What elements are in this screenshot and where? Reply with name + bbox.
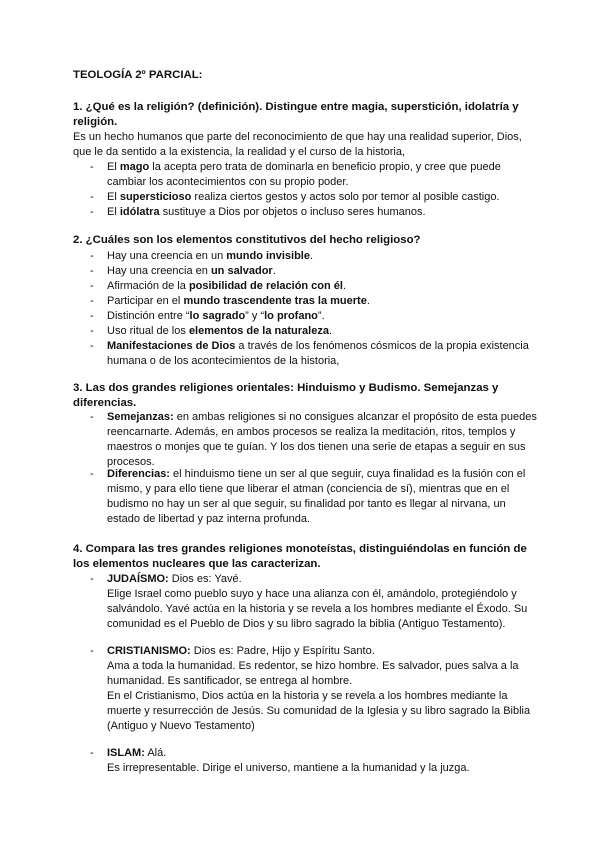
list-item: - Hay una creencia en un mundo invisible.	[90, 250, 314, 262]
list-item: - Distinción entre “lo sagrado” y “lo profano”.	[90, 310, 325, 322]
list-item: - El supersticioso realiza ciertos gestos y actos solo por temor al posible castigo.	[90, 191, 500, 203]
judaismo-description: Elige Israel como pueblo suyo y hace una alianza con él, amándolo, protegiéndolo y salvándolo. Yavé actúa en la historia y se revela a los hombres mediante el Éxodo. Su comunidad es el Pueblo de Dios y su libro sagrado la biblia (Antiguo Testamento).	[107, 588, 528, 630]
list-item: - El idólatra sustituye a Dios por objetos o incluso seres humanos.	[90, 206, 426, 218]
cristianismo-description-2: En el Cristianismo, Dios actúa en la historia y se revela a los hombres mediante la muerte y resurrección de Jesús. Su comunidad de la Iglesia y su libro sagrado la Biblia (Antiguo y Nuevo Testamento)	[107, 690, 531, 732]
list-item: - Afirmación de la posibilidad de relación con él.	[90, 280, 347, 292]
q2-heading: 2. ¿Cuáles son los elementos constitutivos del hecho religioso?	[73, 234, 421, 246]
list-item: - El mago la acepta pero trata de dominarla en beneficio propio, y cree que puede cambiar los acontecimientos con su propio poder.	[90, 161, 501, 188]
list-item: - Diferencias: el hinduismo tiene un ser al que seguir, cuya finalidad es la fusión con el mismo, y para ello tiene que liberar el atman (conciencia de sí), mientras que en el budismo no hay un ser al que seguir, su finalidad por tanto es llegar al nirvana, un estado de libertad y paz interna profunda.	[90, 468, 526, 525]
document-title: TEOLOGÍA 2º PARCIAL:	[73, 69, 203, 81]
list-item: - Semejanzas: en ambas religiones si no consigues alcanzar el propósito de esta puedes reencarnarte. Además, en ambos procesos se realiza la meditación, ritos, templos y maestros o monjes que te guían. Y los dos tienen una serie de etapas a seguir en sus procesos.	[90, 411, 537, 468]
list-item: - JUDAÍSMO: Dios es: Yavé.	[90, 573, 242, 585]
list-item: - ISLAM: Alá.	[90, 747, 167, 759]
list-item: - Participar en el mundo trascendente tras la muerte.	[90, 295, 370, 307]
cristianismo-description: Ama a toda la humanidad. Es redentor, se hizo hombre. Es salvador, pues salva a la humanidad. Es santificador, se entrega al hombre.	[107, 660, 519, 687]
q4-heading: 4. Compara las tres grandes religiones monoteístas, distinguiéndolas en función de los elementos nucleares que las caracterizan.	[73, 543, 527, 570]
islam-description: Es irrepresentable. Dirige el universo, mantiene a la humanidad y la juzga.	[107, 762, 470, 774]
list-item: - Hay una creencia en un salvador.	[90, 265, 276, 277]
list-item: - Manifestaciones de Dios a través de los fenómenos cósmicos de la propia existencia humana o de los acontecimientos de la historia,	[90, 340, 529, 367]
q1-heading: 1. ¿Qué es la religión? (definición). Distingue entre magia, superstición, idolatría y religión.	[73, 101, 519, 128]
q1-intro: Es un hecho humanos que parte del reconocimiento de que hay una realidad superior, Dios, que le da sentido a la existencia, la realidad y el curso de la historia,	[73, 131, 522, 158]
list-item: - Uso ritual de los elementos de la naturaleza.	[90, 325, 332, 337]
q3-heading: 3. Las dos grandes religiones orientales: Hinduismo y Budismo. Semejanzas y diferencias.	[73, 382, 499, 409]
list-item: - CRISTIANISMO: Dios es: Padre, Hijo y Espíritu Santo.	[90, 645, 375, 657]
